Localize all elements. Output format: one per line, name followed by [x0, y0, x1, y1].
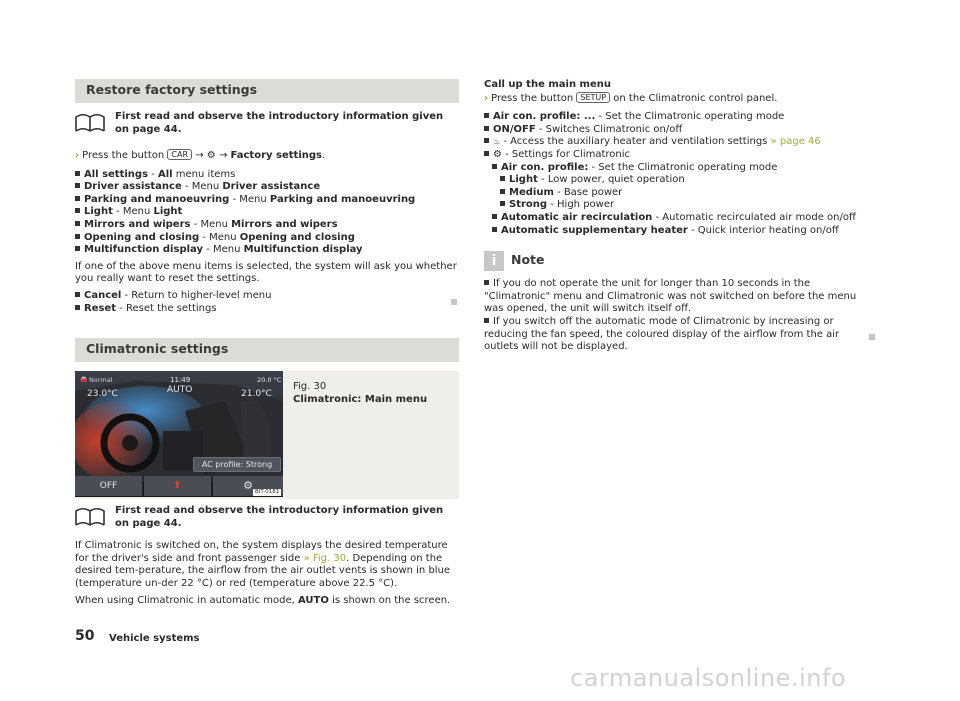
heater-icon: ♨	[493, 137, 501, 147]
bullet-icon	[75, 234, 80, 239]
bullet-icon	[75, 208, 80, 213]
right-column	[484, 79, 859, 354]
list-item: Parking and manoeuvring - Menu Parking and manoeuvring	[75, 194, 459, 207]
bullet-icon	[75, 221, 80, 226]
list-item: ♨ - Access the auxiliary heater and ventilation settings » page 46	[484, 136, 859, 149]
list-item: Driver assistance - Menu Driver assistance	[75, 181, 459, 194]
bullet-icon	[500, 176, 505, 181]
bullet-icon	[484, 113, 489, 118]
list-item: Light - Low power, quiet operation	[484, 174, 859, 187]
list-item: ⚙ - Settings for Climatronic	[484, 149, 859, 162]
list-item: Air con. profile: - Set the Climatronic operating mode	[484, 162, 859, 175]
note-item: If you switch off the automatic mode of Climatronic by increasing or reducing the fan speed, the coloured display of the airflow from the air outlets will not be displayed.	[484, 315, 840, 353]
left-temp[interactable]: 23.0°C	[87, 389, 118, 400]
info-icon: i	[484, 251, 504, 271]
list-item: Automatic supplementary heater - Quick interior heating on/off	[484, 225, 859, 238]
step-end: .	[321, 150, 326, 161]
car-icon: 🚘	[80, 376, 88, 384]
clock: 11:49	[170, 376, 191, 385]
left-column	[75, 79, 459, 607]
bullet-icon	[75, 246, 80, 251]
figure-climatronic	[75, 371, 459, 499]
list-item: All settings - All menu items	[75, 169, 459, 182]
bullet-icon	[484, 138, 489, 143]
section-end-mark	[869, 334, 875, 340]
watermark: carmanualsonline.info	[570, 664, 847, 692]
list-item: Opening and closing - Menu Opening and closing	[75, 232, 459, 245]
auto-label[interactable]: AUTO	[167, 385, 193, 396]
list-item: ON/OFF - Switches Climatronic on/off	[484, 124, 859, 137]
instruction-step	[75, 149, 459, 163]
seat-heat-button[interactable]	[144, 476, 212, 496]
warning-text: First read and observe the introductory information given on page 44.	[115, 111, 444, 135]
section-heading-restore: Restore factory settings	[75, 79, 459, 103]
seat-heat-icon: ⬆	[173, 480, 182, 492]
figure-code: BIT-0181	[255, 489, 280, 496]
bullet-icon	[75, 171, 80, 176]
main-menu-list	[484, 111, 859, 237]
setup-key: SETUP	[576, 92, 610, 103]
list-item: Mirrors and wipers - Menu Mirrors and wipers	[75, 219, 459, 232]
open-book-icon	[75, 113, 105, 133]
section-heading-climatronic: Climatronic settings	[75, 338, 459, 362]
bullet-icon	[484, 280, 489, 285]
figure-caption	[293, 381, 427, 406]
note-item: If you do not operate the unit for longer than 10 seconds in the "Climatronic" menu and Climatronic was not switched on before the menu was opened, the unit will switch itself off.	[484, 278, 857, 315]
section-title: Vehicle systems	[109, 633, 200, 644]
step-arrow-icon: ›	[75, 150, 80, 161]
step-arrow-icon: ›	[484, 92, 489, 104]
factory-settings-label: Factory settings	[230, 150, 322, 161]
confirm-paragraph: If one of the above menu items is selected, the system will ask you whether you really want to reset the settings.	[75, 260, 457, 285]
figure-label: Fig. 30	[293, 381, 327, 393]
right-temp[interactable]: 21.0°C	[241, 389, 272, 400]
climatronic-paragraph: If Climatronic is switched on, the system displays the desired temperature for the driver's side and front passenger side » Fig. 30. Depending on the desired tem-perature, the airflow from the air outlet vents is shown in blue (temperature un-der 22 °C) or red (temperature above 22.5 °C).	[75, 540, 451, 589]
bullet-icon	[75, 305, 80, 310]
list-item: Medium - Base power	[484, 187, 859, 200]
open-book-icon	[75, 507, 105, 527]
confirm-list	[75, 290, 459, 315]
outside-temp: 20.0 °C	[257, 376, 282, 385]
list-item: Cancel - Return to higher-level menu	[75, 290, 459, 303]
auto-paragraph: When using Climatronic in automatic mode, AUTO is shown on the screen.	[75, 594, 451, 606]
figure-title: Climatronic: Main menu	[293, 393, 428, 405]
bullet-icon	[75, 183, 80, 188]
ac-profile-button[interactable]: AC profile: Strong	[193, 457, 281, 472]
list-item: Air con. profile: ... - Set the Climatronic operating mode	[484, 111, 859, 124]
section-end-mark	[451, 299, 457, 305]
list-item: Reset - Reset the settings	[75, 303, 459, 316]
bullet-icon	[75, 196, 80, 201]
note-title: Note	[511, 252, 545, 268]
arrow-2: →	[218, 150, 228, 161]
list-item: Automatic air recirculation - Automatic recirculated air mode on/off	[484, 212, 859, 225]
settings-gear-icon: ⚙	[243, 479, 253, 493]
settings-gear-icon: ⚙	[493, 148, 502, 160]
mode-label: Normal	[89, 376, 113, 385]
step-text: Press the button	[82, 150, 165, 161]
bullet-icon	[484, 318, 489, 323]
bullet-icon	[75, 292, 80, 297]
bullet-icon	[484, 151, 489, 156]
list-item: Light - Menu Light	[75, 206, 459, 219]
warning-text: First read and observe the introductory information given on page 44.	[115, 505, 444, 529]
climatronic-screen	[75, 371, 283, 497]
bullet-icon	[492, 214, 497, 219]
instruction-step: › Press the button SETUP on the Climatronic control panel.	[484, 92, 778, 104]
page-number: 50	[75, 628, 95, 644]
main-menu-title: Call up the main menu	[484, 79, 611, 90]
arrow-1: →	[195, 150, 204, 161]
list-item: Strong - High power	[484, 199, 859, 212]
list-item: Multifunction display - Menu Multifunction display	[75, 244, 459, 257]
bullet-icon	[484, 126, 489, 131]
note-header	[484, 251, 859, 275]
menu-items-list	[75, 169, 459, 257]
page-link[interactable]: » page 46	[770, 136, 821, 148]
warning-row	[75, 503, 459, 539]
bullet-icon	[492, 227, 497, 232]
settings-gear-icon: ⚙	[206, 150, 216, 161]
bullet-icon	[492, 164, 497, 169]
bullet-icon	[500, 201, 505, 206]
bullet-icon	[500, 189, 505, 194]
off-button[interactable]: OFF	[75, 476, 143, 496]
car-key: CAR	[167, 149, 192, 160]
warning-row	[75, 109, 459, 145]
figure-link[interactable]: » Fig. 30	[303, 552, 347, 564]
